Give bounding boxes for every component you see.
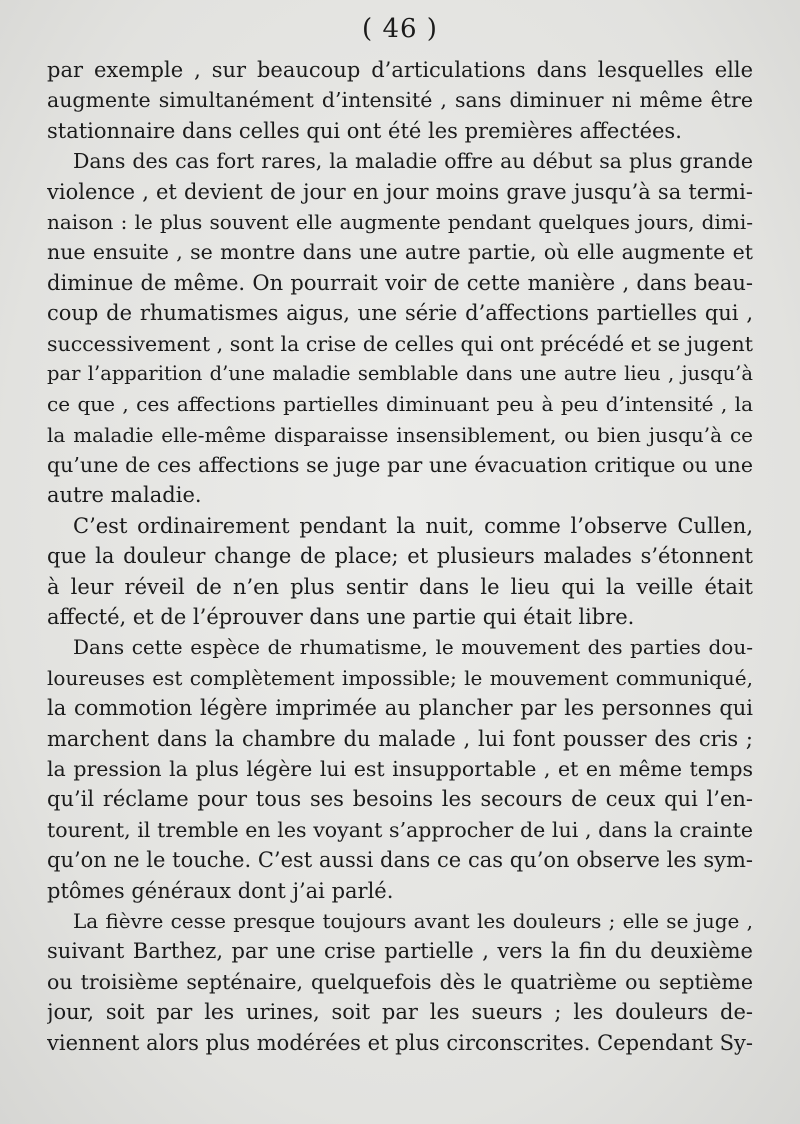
text-line: tourent, il tremble en les voyant s’approcher de lui , dans la crainte xyxy=(47,817,753,842)
text-line: marchent dans la chambre du malade , lui font pousser des cris ; xyxy=(47,726,753,751)
text-line: loureuses est complètement impossible; le mouvement communiqué, xyxy=(47,665,753,690)
body-text xyxy=(47,55,753,1058)
text-line: autre maladie. xyxy=(47,483,202,508)
text-line: que la douleur change de place; et plusieurs malades s’étonnent xyxy=(47,544,753,569)
text-line: Dans cette espèce de rhumatisme, le mouvement des parties dou- xyxy=(73,635,753,660)
text-line: nue ensuite , se montre dans une autre partie, où elle augmente et xyxy=(47,240,753,265)
text-line: viennent alors plus modérées et plus circonscrites. Cependant Sy- xyxy=(47,1030,753,1055)
text-line: qu’une de ces affections se juge par une évacuation critique ou une xyxy=(47,453,753,478)
text-line: ptômes généraux dont j’ai parlé. xyxy=(47,878,394,903)
text-line: affecté, et de l’éprouver dans une partie qui était libre. xyxy=(47,605,635,630)
text-line: naison : le plus souvent elle augmente pendant quelques jours, dimi- xyxy=(47,209,753,234)
text-line: diminue de même. On pourrait voir de cette manière , dans beau- xyxy=(47,270,753,295)
text-line: qu’il réclame pour tous ses besoins les secours de ceux qui l’en- xyxy=(47,787,753,812)
text-line: qu’on ne le touche. C’est aussi dans ce cas qu’on observe les sym- xyxy=(47,848,753,873)
text-line: par l’apparition d’une maladie semblable dans une autre lieu , jusqu’à xyxy=(47,361,753,385)
text-line: Dans des cas fort rares, la maladie offre au début sa plus grande xyxy=(73,149,753,174)
text-line: C’est ordinairement pendant la nuit, comme l’observe Cullen, xyxy=(73,513,753,538)
text-line: jour, soit par les urines, soit par les sueurs ; les douleurs de- xyxy=(47,1000,753,1025)
text-line: la pression la plus légère lui est insupportable , et en même temps xyxy=(47,756,753,781)
text-line: par exemple , sur beaucoup d’articulations dans lesquelles elle xyxy=(47,58,753,82)
text-line: ou troisième septénaire, quelquefois dès le quatrième ou septième xyxy=(47,969,753,994)
text-line: violence , et devient de jour en jour moins grave jusqu’à sa termi- xyxy=(47,179,753,204)
paragraph xyxy=(47,511,753,633)
text-line: La fièvre cesse presque toujours avant les douleurs ; elle se juge , xyxy=(73,908,753,933)
text-line: la maladie elle-même disparaisse insensiblement, ou bien jusqu’à ce xyxy=(47,422,753,447)
text-line: la commotion légère imprimée au plancher par les personnes qui xyxy=(47,696,753,721)
text-line: successivement , sont la crise de celles qui ont précédé et se jugent xyxy=(47,331,753,356)
text-line: coup de rhumatismes aigus, une série d’affections partielles qui , xyxy=(47,301,753,326)
page-number: ( 46 ) xyxy=(362,14,438,44)
paragraph xyxy=(47,55,753,146)
paragraph xyxy=(47,906,753,1058)
text-line: ce que , ces affections partielles diminuant peu à peu d’intensité , la xyxy=(47,392,753,417)
paragraph xyxy=(47,632,753,906)
text-line: stationnaire dans celles qui ont été les premières affectées. xyxy=(47,118,682,143)
text-line: à leur réveil de n’en plus sentir dans le lieu qui la veille était xyxy=(47,574,753,599)
paragraph xyxy=(47,146,753,511)
text-line: augmente simultanément d’intensité , sans diminuer ni même être xyxy=(47,88,753,113)
text-line: suivant Barthez, par une crise partielle , vers la fin du deuxième xyxy=(47,939,753,964)
